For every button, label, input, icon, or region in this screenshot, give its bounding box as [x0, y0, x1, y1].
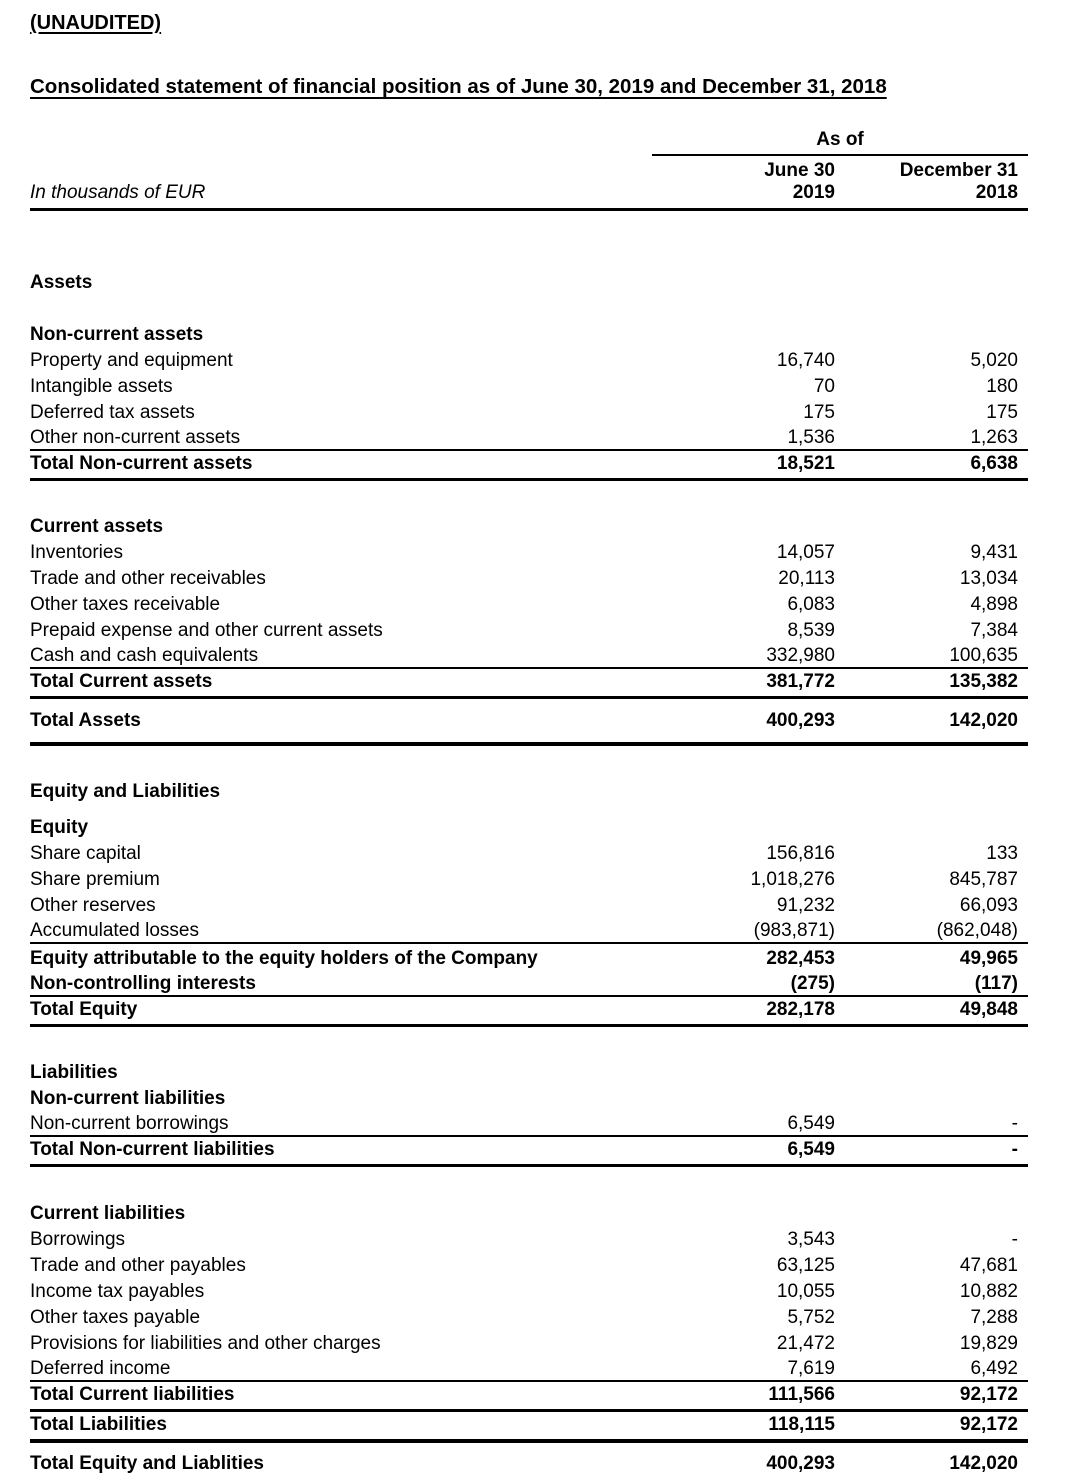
value-2019: 282,178 [590, 996, 835, 1026]
table-row [30, 450, 1028, 480]
value-2019: 63,125 [776, 1254, 835, 1276]
section-heading-row [30, 1084, 1028, 1110]
as-of-header: As of [652, 129, 1028, 156]
value-2019: 6,549 [787, 1113, 835, 1134]
row-label: Trade and other receivables [30, 568, 266, 589]
spacer-row [30, 210, 1028, 268]
units-label: In thousands of EUR [30, 182, 590, 210]
spacer-row [30, 479, 1028, 512]
value-2018: 7,288 [970, 1306, 1018, 1328]
spacer-row [30, 294, 1028, 320]
value-2018 [835, 320, 1028, 346]
row-label: Total Assets [30, 698, 590, 744]
row-label: Total Current assets [30, 668, 590, 698]
row-label: Current liabilities [30, 1202, 186, 1224]
row-label: Other non-current assets [30, 426, 241, 448]
column-header-row [30, 156, 1028, 182]
row-label: Equity attributable to the equity holders of the Company [30, 943, 590, 970]
spacer-cell [30, 479, 1028, 512]
value-2019: 6,549 [590, 1136, 835, 1166]
spacer-cell [30, 744, 1028, 777]
section-heading-row [30, 268, 1028, 294]
table-row [30, 538, 1028, 564]
row-label: Deferred tax assets [30, 401, 195, 423]
value-2018: 175 [986, 401, 1018, 423]
value-2018: 180 [986, 375, 1018, 397]
table-row [30, 1329, 1028, 1355]
row-label: Other reserves [30, 894, 156, 916]
table-row [30, 865, 1028, 891]
value-2018 [835, 512, 1028, 538]
table-row [30, 616, 1028, 642]
value-2019: 118,115 [590, 1410, 835, 1441]
value-2018: 1,263 [970, 426, 1018, 448]
value-2019: 381,772 [590, 668, 835, 698]
value-2018: 49,965 [835, 943, 1028, 970]
value-2018: 92,172 [835, 1410, 1028, 1441]
value-2019: 10,055 [776, 1280, 835, 1302]
table-row [30, 398, 1028, 424]
value-2019: 6,083 [787, 594, 835, 615]
value-2018: 19,829 [959, 1332, 1018, 1354]
row-label: Total Equity and Liablities [30, 1441, 590, 1484]
value-2019: (275) [790, 972, 835, 994]
value-2018: 6,638 [835, 450, 1028, 480]
value-2019: 70 [813, 375, 835, 397]
table-row [30, 1225, 1028, 1251]
row-label: Intangible assets [30, 375, 173, 397]
table-row [30, 891, 1028, 917]
table-row [30, 917, 1028, 943]
spacer-cell [30, 210, 1028, 268]
table-body [30, 210, 1028, 1484]
value-2018: 9,431 [970, 542, 1018, 563]
value-2018 [835, 1084, 1028, 1110]
value-2019: 14,057 [776, 542, 835, 563]
row-label: Equity [30, 816, 89, 838]
value-2018: 13,034 [959, 568, 1018, 589]
value-2018: (862,048) [936, 919, 1018, 941]
value-2018: 4,898 [970, 594, 1018, 615]
value-2018: 133 [986, 842, 1018, 864]
value-2019: 16,740 [776, 349, 835, 371]
spacer-cell [30, 1166, 1028, 1199]
row-label: Accumulated losses [30, 919, 199, 941]
value-2019: 91,232 [776, 894, 835, 916]
value-2018: 5,020 [970, 349, 1018, 371]
row-label: Cash and cash equivalents [30, 645, 259, 666]
value-2019 [590, 1199, 835, 1225]
value-2019: 21,472 [776, 1332, 835, 1354]
table-row [30, 346, 1028, 372]
table-row [30, 1303, 1028, 1329]
table-row [30, 698, 1028, 744]
financial-position-table [30, 129, 1028, 1484]
table-row [30, 839, 1028, 865]
value-2019: 7,619 [787, 1357, 835, 1379]
spacer-row [30, 803, 1028, 813]
spacer-row [30, 1166, 1028, 1199]
row-label: Other taxes payable [30, 1306, 201, 1328]
value-2018 [835, 777, 1028, 803]
value-2018: 135,382 [835, 668, 1028, 698]
spacer-row [30, 744, 1028, 777]
row-label: Share capital [30, 842, 141, 864]
value-2018 [835, 268, 1028, 294]
table-row [30, 642, 1028, 668]
row-label: Borrowings [30, 1228, 126, 1250]
row-label: Trade and other payables [30, 1254, 246, 1276]
value-2018 [835, 1199, 1028, 1225]
page-title: Consolidated statement of financial position as of June 30, 2019 and December 31, 2018 [30, 75, 887, 98]
spacer-row [30, 1025, 1028, 1058]
value-2019: 1,018,276 [750, 868, 835, 890]
value-2019 [590, 1084, 835, 1110]
table-row [30, 1355, 1028, 1381]
section-heading-row [30, 512, 1028, 538]
value-2018 [835, 813, 1028, 839]
table-row [30, 1251, 1028, 1277]
section-heading-row [30, 1058, 1028, 1084]
spacer-cell [30, 294, 1028, 320]
table-row [30, 372, 1028, 398]
value-2018: 142,020 [835, 1441, 1028, 1484]
row-label: Total Non-current liabilities [30, 1136, 590, 1166]
row-label: Assets [30, 271, 93, 293]
value-2019 [590, 1058, 835, 1084]
table-row [30, 668, 1028, 698]
value-2019: 400,293 [590, 1441, 835, 1484]
as-of-header-row [30, 129, 1028, 156]
value-2018: 92,172 [835, 1381, 1028, 1411]
table-row [30, 943, 1028, 970]
row-label: Total Current liabilities [30, 1381, 590, 1411]
row-label: Non-current assets [30, 323, 204, 345]
value-2019: (983,871) [753, 919, 835, 941]
row-label: Non-current liabilities [30, 1088, 226, 1109]
value-2019: 20,113 [778, 568, 835, 589]
column-header-june30: June 30 [764, 160, 835, 181]
row-label: Other taxes receivable [30, 594, 221, 615]
empty-cell [30, 129, 590, 156]
value-2018: 845,787 [949, 868, 1018, 890]
table-row [30, 1136, 1028, 1166]
value-2018: 6,492 [970, 1357, 1018, 1379]
value-2018: - [835, 1136, 1028, 1166]
table-row [30, 1381, 1028, 1411]
section-heading-row [30, 320, 1028, 346]
value-2018: 47,681 [959, 1254, 1018, 1276]
value-2019: 18,521 [590, 450, 835, 480]
row-label: Liabilities [30, 1062, 118, 1083]
value-2019: 111,566 [590, 1381, 835, 1411]
section-heading-row [30, 813, 1028, 839]
section-heading-row [30, 777, 1028, 803]
table-row [30, 970, 1028, 996]
table-row [30, 424, 1028, 450]
section-heading-row [30, 1199, 1028, 1225]
unaudited-label: (UNAUDITED) [30, 12, 162, 34]
value-2019 [590, 268, 835, 294]
spacer-cell [30, 803, 1028, 813]
value-2018: 7,384 [970, 620, 1018, 641]
row-label: Provisions for liabilities and other charges [30, 1332, 381, 1354]
value-2018: 49,848 [835, 996, 1028, 1026]
value-2018: - [1011, 1228, 1018, 1250]
value-2019: 282,453 [590, 943, 835, 970]
value-2018: 10,882 [959, 1280, 1018, 1302]
column-year-row [30, 182, 1028, 210]
value-2019: 332,980 [766, 645, 835, 666]
table-row [30, 1110, 1028, 1136]
value-2018: (117) [974, 972, 1018, 994]
value-2018: 66,093 [959, 894, 1018, 916]
table-row [30, 590, 1028, 616]
value-2019 [590, 777, 835, 803]
table-row [30, 564, 1028, 590]
value-2019: 5,752 [787, 1306, 835, 1328]
value-2019 [590, 813, 835, 839]
row-label: Equity and Liabilities [30, 780, 221, 802]
row-label: Total Liabilities [30, 1410, 590, 1441]
column-year-2018: 2018 [835, 182, 1028, 210]
row-label: Total Equity [30, 996, 590, 1026]
table-row [30, 1441, 1028, 1484]
table-row [30, 1410, 1028, 1441]
value-2018: - [1011, 1113, 1018, 1134]
row-label: Income tax payables [30, 1280, 205, 1302]
value-2019: 400,293 [590, 698, 835, 744]
value-2019: 1,536 [787, 426, 835, 448]
value-2019: 175 [803, 401, 835, 423]
value-2018: 100,635 [949, 645, 1018, 666]
row-label: Non-controlling interests [30, 972, 256, 994]
row-label: Non-current borrowings [30, 1113, 229, 1134]
row-label: Total Non-current assets [30, 450, 590, 480]
row-label: Prepaid expense and other current assets [30, 620, 383, 641]
empty-cell [30, 156, 590, 182]
table-row [30, 996, 1028, 1026]
spacer-cell [30, 1025, 1028, 1058]
column-year-2019: 2019 [590, 182, 835, 210]
value-2018: 142,020 [835, 698, 1028, 744]
value-2018 [835, 1058, 1028, 1084]
value-2019 [590, 512, 835, 538]
row-label: Property and equipment [30, 349, 233, 371]
column-header-december31: December 31 [899, 160, 1018, 181]
row-label: Current assets [30, 516, 164, 537]
table-row [30, 1277, 1028, 1303]
row-label: Share premium [30, 868, 160, 890]
row-label: Deferred income [30, 1357, 171, 1379]
value-2019: 156,816 [766, 842, 835, 864]
value-2019 [590, 320, 835, 346]
row-label: Inventories [30, 542, 123, 563]
value-2019: 3,543 [787, 1228, 835, 1250]
value-2019: 8,539 [787, 620, 835, 641]
